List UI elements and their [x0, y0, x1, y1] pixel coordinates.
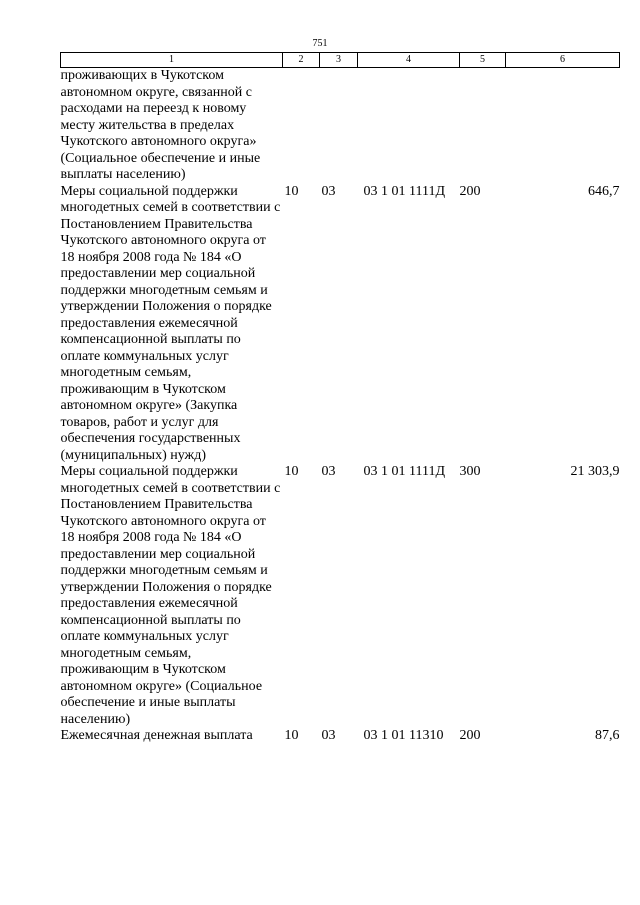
budget-table [60, 52, 620, 745]
table-row [61, 68, 620, 184]
row-subsection: 03 [321, 464, 336, 479]
row-kind: 300 [459, 464, 481, 479]
table-row [61, 464, 620, 728]
row-subsection: 03 [321, 183, 336, 199]
table-header [61, 53, 620, 68]
row-description: Меры социальной поддержки многодетных семей в соответствии с Постановлением Правительства Чукотского автономного округа от 18 ноября 2008 года № 184 «О предоставлении мер социальной поддержки многодетным семьям и утверждении Положения о порядке предоставления ежемесячной компенсационной выплаты по оплате коммунальных услуг многодетным семьям, проживающим в Чукотском автономном округе» (Закупка товаров, работ и услуг для обеспечения государственных (муниципальных) нужд) [60, 183, 281, 463]
row-description: Ежемесячная денежная выплата [60, 728, 253, 743]
row-description: проживающих в Чукотском автономном округе, связанной с расходами на переезд к новому месту жительства в пределах Чукотского автономного округа» (Социальное обеспечение и иные выплаты населению) [60, 68, 261, 182]
column-header-1: 1 [61, 53, 283, 68]
row-section: 10 [284, 464, 299, 479]
page-number: 751 [312, 38, 328, 49]
row-amount: 21 303,9 [570, 464, 620, 479]
row-target [358, 68, 460, 184]
row-target: 03 1 01 1111Д [363, 464, 445, 479]
row-subsection [320, 68, 358, 184]
header-row [61, 53, 620, 68]
row-amount: 646,7 [588, 183, 620, 199]
row-amount [506, 68, 620, 184]
row-target: 03 1 01 11310 [363, 728, 444, 743]
row-kind: 200 [459, 183, 481, 199]
column-header-3: 3 [320, 53, 358, 68]
table-body [61, 68, 620, 745]
row-kind: 200 [459, 728, 481, 743]
row-target: 03 1 01 1111Д [363, 183, 445, 199]
column-header-2: 2 [283, 53, 320, 68]
row-kind [460, 68, 506, 184]
row-amount: 87,6 [595, 728, 620, 743]
row-description: Меры социальной поддержки многодетных семей в соответствии с Постановлением Правительства Чукотского автономного округа от 18 ноября 2008 года № 184 «О предоставлении мер социальной поддержки многодетным семьям и утверждении Положения о порядке предоставления ежемесячной компенсационной выплаты по оплате коммунальных услуг многодетным семьям, проживающим в Чукотском автономном округе» (Социальное обеспечение и иные выплаты населению) [60, 464, 281, 727]
column-header-5: 5 [460, 53, 506, 68]
table-row [61, 728, 620, 745]
row-section: 10 [284, 728, 299, 743]
column-header-6: 6 [506, 53, 620, 68]
row-section: 10 [284, 183, 299, 199]
row-subsection: 03 [321, 728, 336, 743]
row-section [283, 68, 320, 184]
table-row [61, 184, 620, 465]
column-header-4: 4 [358, 53, 460, 68]
